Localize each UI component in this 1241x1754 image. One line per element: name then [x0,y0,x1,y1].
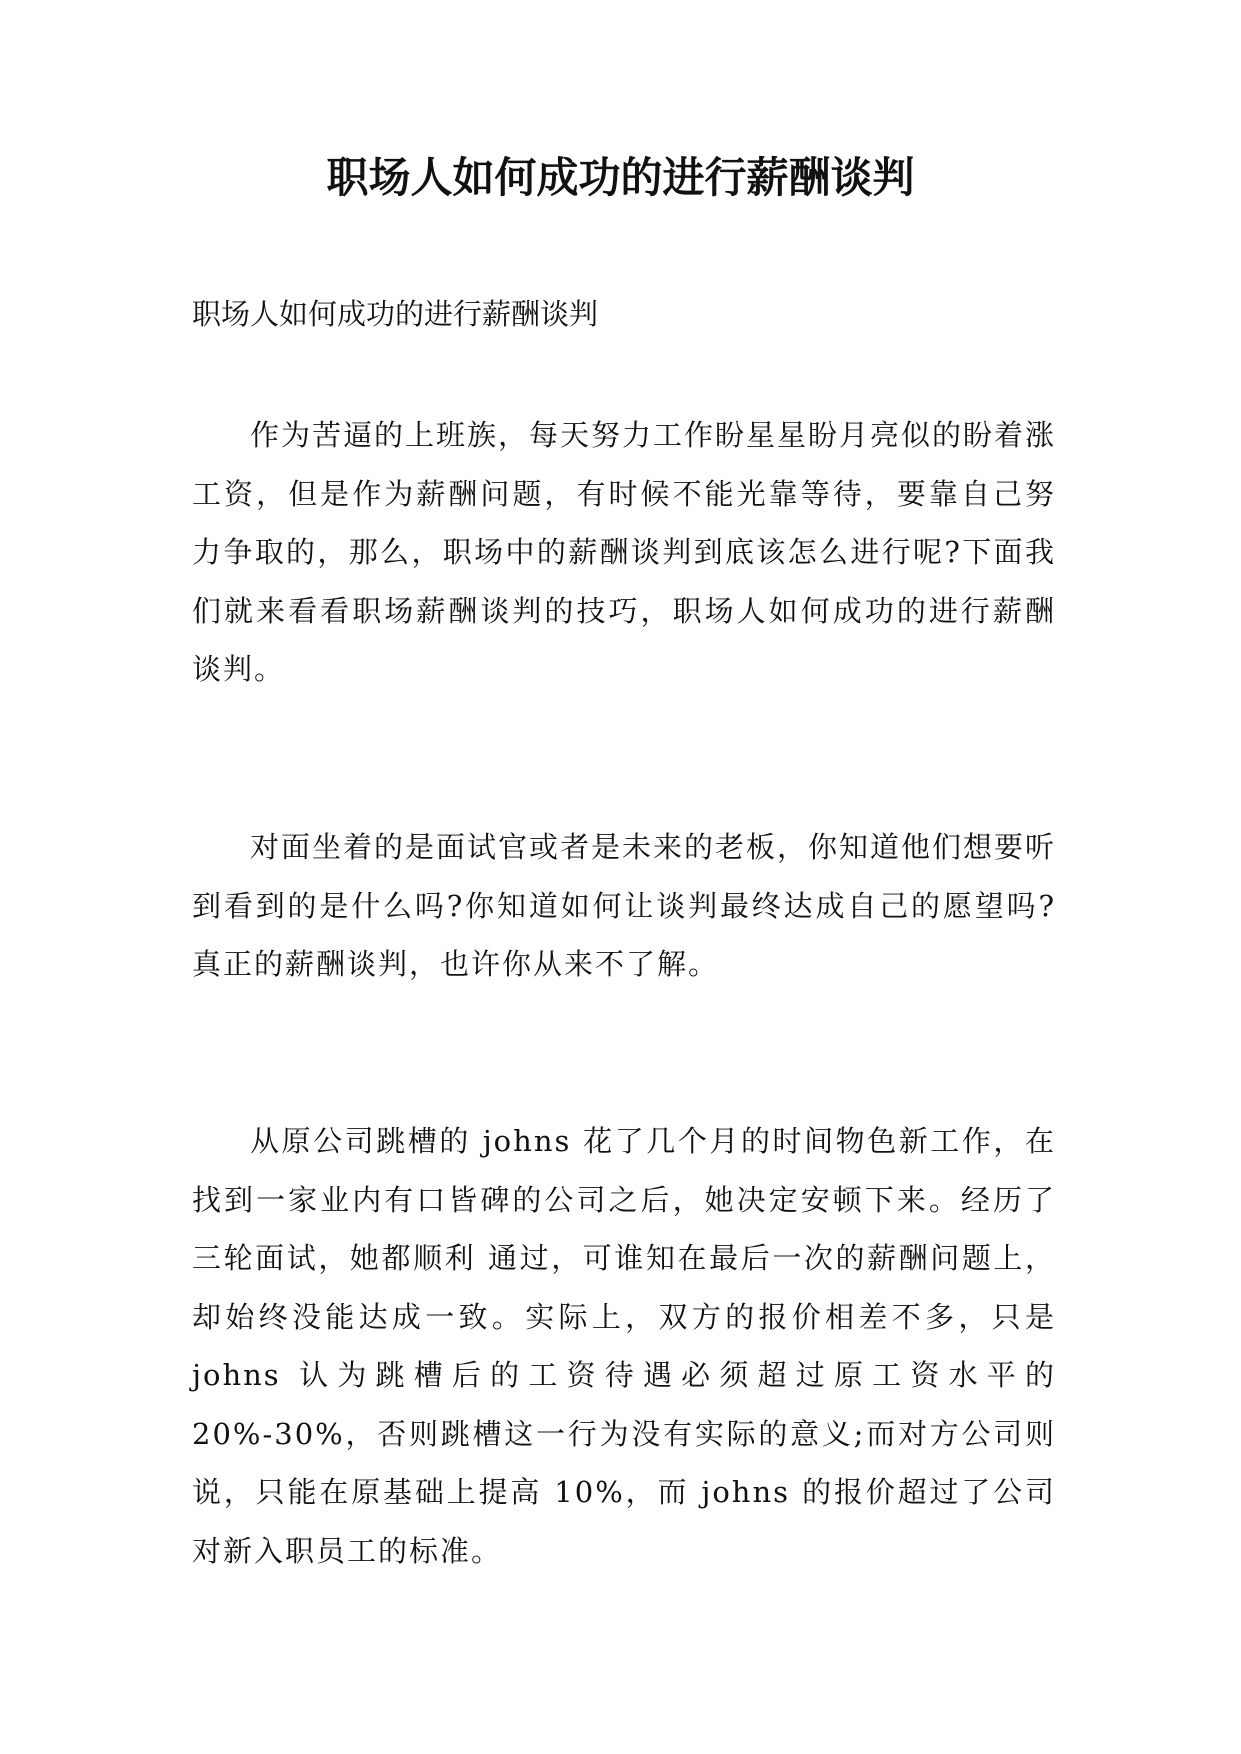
paragraph-3: 从原公司跳槽的 johns 花了几个月的时间物色新工作，在找到一家业内有口皆碑的公司之后，她决定安顿下来。经历了三轮面试，她都顺利 通过，可谁知在最后一次的薪酬问题上，却始终没能达成一致。实际上，双方的报价相差不多，只是 johns 认为跳槽后的工资待遇必须超过原工资水平的 20%-30%，否则跳槽这一行为没有实际的意义;而对方公司则说，只能在原基础上提高 10%，而 johns 的报价超过了公司对新入职员工的标准。 [192,1124,1056,1568]
paragraph-2: 对面坐着的是面试官或者是未来的老板，你知道他们想要听到看到的是什么吗?你知道如何让谈判最终达成自己的愿望吗?真正的薪酬谈判，也许你从来不了解。 [192,830,1057,981]
document-title: 职场人如何成功的进行薪酬谈判 [326,153,915,202]
paragraph-1: 作为苦逼的上班族，每天努力工作盼星星盼月亮似的盼着涨工资，但是作为薪酬问题，有时候不能光靠等待，要靠自己努力争取的，那么，职场中的薪酬谈判到底该怎么进行呢?下面我们就来看看职场薪酬谈判的技巧，职场人如何成功的进行薪酬谈判。 [192,418,1057,686]
document-subtitle: 职场人如何成功的进行薪酬谈判 [192,297,599,331]
